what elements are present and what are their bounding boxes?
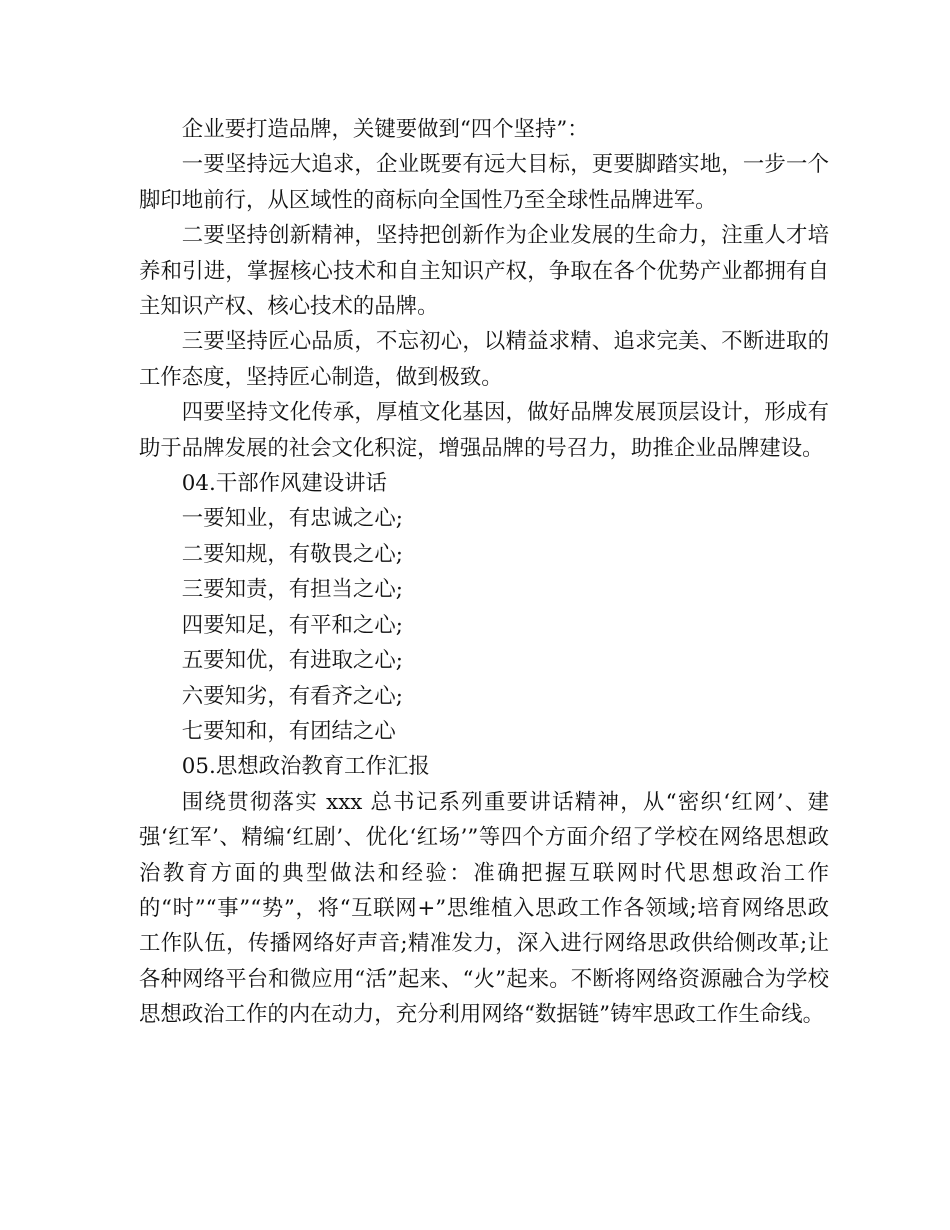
- paragraph-persistence-3: 三要坚持匠心品质，不忘初心，以精益求精、追求完美、不断进取的工作态度，坚持匠心制造，做到极致。: [139, 329, 829, 390]
- list-item: 五要知优，有进取之心;: [181, 648, 403, 674]
- list-item: 七要知和，有团结之心: [181, 718, 396, 744]
- paragraph-persistence-1: 一要坚持远大追求，企业既要有远大目标，更要脚踏实地，一步一个脚印地前行，从区域性的商标向全国性乃至全球性品牌进军。: [139, 152, 829, 213]
- list-item: 六要知劣，有看齐之心;: [181, 683, 403, 709]
- list-item: 二要知规，有敬畏之心;: [181, 541, 403, 567]
- list-item: 三要知责，有担当之心;: [181, 577, 403, 603]
- list-item: 一要知业，有忠诚之心;: [181, 506, 403, 532]
- section-heading-04: 04.干部作风建设讲话: [181, 471, 387, 497]
- paragraph-report: 围绕贯彻落实 xxx 总书记系列重要讲话精神，从“密织‘红网’、建强‘红军’、精编‘红剧’、优化‘红场’”等四个方面介绍了学校在网络思想政治教育方面的典型做法和经验：准确把握互联网时代思想政治工作的“时”“事”“势”，将“互联网+”思维植入思政工作各领域;培育网络思政工作队伍，传播网络好声音;精准发力，深入进行网络思政供给侧改革;让各种网络平台和微应用“活”起来、“火”起来。不断将网络资源融合为学校思想政治工作的内在动力，充分利用网络“数据链”铸牢思政工作生命线。: [139, 789, 829, 1028]
- list-item: 四要知足，有平和之心;: [181, 612, 403, 638]
- document-body: [139, 112, 829, 1033]
- paragraph-persistence-4: 四要坚持文化传承，厚植文化基因，做好品牌发展顶层设计，形成有助于品牌发展的社会文化积淀，增强品牌的号召力，助推企业品牌建设。: [139, 400, 829, 461]
- section-heading-05: 05.思想政治教育工作汇报: [181, 754, 430, 780]
- paragraph-persistence-2: 二要坚持创新精神，坚持把创新作为企业发展的生命力，注重人才培养和引进，掌握核心技术和自主知识产权，争取在各个优势产业都拥有自主知识产权、核心技术的品牌。: [139, 223, 829, 320]
- intro-line: 企业要打造品牌，关键要做到“四个坚持”：: [181, 117, 589, 142]
